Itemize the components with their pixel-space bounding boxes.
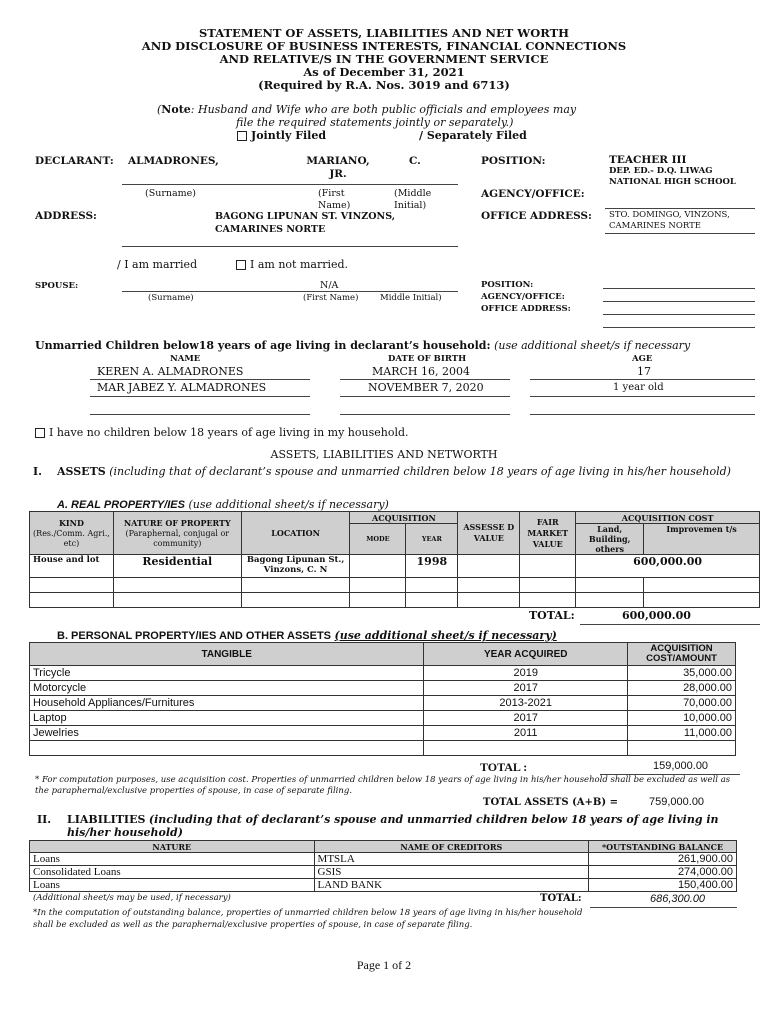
child-age: 1 year old — [613, 382, 664, 393]
balance-cell: 274,000.00 — [589, 866, 737, 879]
balance-cell: 150,400.00 — [589, 879, 737, 892]
personal-footnote: * For computation purposes, use acquisition cost. Properties of unmarried children below 18 years of age living in his/her household shall be excluded as well as the paraphernal/exclusive properties of spouse, in case of separate filing. — [35, 775, 731, 796]
cost-cell: 35,000.00 — [628, 666, 736, 681]
spouse-middle-caption: Middle Initial) — [380, 293, 442, 303]
personal-property-table — [29, 642, 736, 756]
jointly-filed-option: Jointly Filed — [237, 129, 326, 142]
checkbox-icon — [35, 428, 45, 438]
surname-caption: (Surname) — [145, 188, 196, 199]
assessed-cell — [458, 555, 520, 578]
office-address-label: OFFICE ADDRESS: — [481, 210, 592, 222]
middle-caption: (Middle Initial) — [394, 188, 432, 211]
assets-numeral: I. — [33, 465, 42, 478]
table-row — [30, 696, 736, 711]
first-name-caption: (First Name) — [318, 188, 351, 211]
cost-cell: 28,000.00 — [628, 681, 736, 696]
col-balance: *OUTSTANDING BALANCE — [589, 841, 737, 853]
col-child-age: AGE — [632, 354, 653, 364]
child-name: KEREN A. ALMADRONES — [97, 365, 244, 378]
office-address-value: STO. DOMINGO, VINZONS, CAMARINES NORTE — [609, 210, 730, 231]
creditor-cell: MTSLA — [314, 853, 589, 866]
assets-heading: ASSETS (including that of declarant’s spouse and unmarried children below 18 years of age living in his/her household) — [57, 465, 731, 478]
table-row — [30, 555, 760, 578]
declarant-label: DECLARANT: — [35, 155, 114, 167]
liab-footnote: *In the computation of outstanding balance, properties of unmarried children below 18 years of age living in his/her household shall be excluded as well as the paraphernal/exclusive properties of spouse, in case of separate filing. — [33, 908, 583, 930]
form-title-line3: AND RELATIVE/S IN THE GOVERNMENT SERVICE — [219, 52, 549, 66]
total-assets-value: 759,000.00 — [649, 796, 705, 808]
real-total-label: TOTAL: — [529, 609, 575, 622]
land-cell: 600,000.00 — [576, 555, 760, 578]
child-name: MAR JABEZ Y. ALMADRONES — [97, 381, 267, 394]
table-row — [30, 879, 737, 892]
personal-total-value: 159,000.00 — [653, 760, 709, 772]
declarant-surname: ALMADRONES, — [128, 155, 219, 167]
position-value: TEACHER III — [609, 154, 687, 166]
form-title-line2: AND DISCLOSURE OF BUSINESS INTERESTS, FINANCIAL CONNECTIONS — [141, 39, 627, 53]
separately-filed-option: / Separately Filed — [419, 129, 527, 142]
table-row — [30, 866, 737, 879]
personal-property-heading: B. PERSONAL PROPERTY/IES AND OTHER ASSETS (use additional sheet/s if necessary) — [57, 629, 557, 642]
not-married-option: I am not married. — [236, 258, 348, 271]
liabilities-table — [29, 840, 737, 892]
item-cell: Motorcycle — [30, 681, 424, 696]
year-cell: 2011 — [424, 726, 628, 741]
location-cell: Bagong Lipunan St., Vinzons, C. N — [241, 555, 350, 578]
required-by: (Required by R.A. Nos. 3019 and 6713) — [258, 78, 510, 92]
address-value: BAGONG LIPUNAN ST. VINZONS, CAMARINES NORTE — [215, 211, 396, 235]
total-assets-label: TOTAL ASSETS (A+B) = — [483, 797, 618, 808]
fair-cell — [520, 555, 576, 578]
cost-cell: 10,000.00 — [628, 711, 736, 726]
cost-cell: 11,000.00 — [628, 726, 736, 741]
col-nature: NATURE OF PROPERTY (Paraphernal, conjugal or community) — [113, 512, 241, 555]
alnw-title: ASSETS, LIABILITIES AND NETWORTH — [270, 448, 498, 461]
nature-cell: Consolidated Loans — [30, 866, 315, 879]
col-tangible: TANGIBLE — [30, 643, 424, 666]
spouse-agency-label: AGENCY/OFFICE: — [481, 292, 565, 302]
col-acq-cost: ACQUISITION COST — [576, 512, 760, 524]
child-age: 17 — [637, 365, 651, 378]
col-mode: MODE — [350, 524, 406, 555]
year-cell: 2017 — [424, 681, 628, 696]
agency-value: DEP. ED.- D.Q. LIWAG NATIONAL HIGH SCHOOL — [609, 166, 736, 187]
as-of-date: As of December 31, 2021 — [303, 65, 465, 79]
item-cell: Jewelries — [30, 726, 424, 741]
filing-note: (Note: Husband and Wife who are both public officials and employees may — [157, 103, 577, 116]
spouse-position-label: POSITION: — [481, 280, 534, 290]
item-cell: Household Appliances/Furnitures — [30, 696, 424, 711]
col-location: LOCATION — [241, 512, 350, 555]
col-liab-nature: NATURE — [30, 841, 315, 853]
col-year-acquired: YEAR ACQUIRED — [424, 643, 628, 666]
spouse-label: SPOUSE: — [35, 281, 79, 291]
form-title-line1: STATEMENT OF ASSETS, LIABILITIES AND NET WORTH — [198, 26, 570, 40]
table-row — [30, 711, 736, 726]
col-acquisition: ACQUISITION — [350, 512, 458, 524]
liab-total-label: TOTAL: — [540, 893, 582, 904]
spouse-office-label: OFFICE ADDRESS: — [481, 304, 571, 314]
spouse-surname-caption: (Surname) — [148, 293, 194, 303]
year-cell: 2019 — [424, 666, 628, 681]
agency-label: AGENCY/OFFICE: — [481, 188, 585, 200]
page-number: Page 1 of 2 — [356, 958, 412, 972]
creditor-cell: LAND BANK — [314, 879, 589, 892]
cost-cell: 70,000.00 — [628, 696, 736, 711]
position-label: POSITION: — [481, 155, 546, 167]
liab-total-value: 686,300.00 — [650, 893, 706, 905]
checkbox-icon — [236, 260, 246, 270]
nature-cell: Loans — [30, 879, 315, 892]
filing-note-2: file the required statements jointly or separately.) — [236, 116, 514, 129]
no-children-option: I have no children below 18 years of age living in my household. — [35, 426, 409, 439]
child-dob: MARCH 16, 2004 — [372, 365, 470, 378]
declarant-middle: C. — [409, 155, 421, 167]
nature-cell: Residential — [113, 555, 241, 578]
col-year: YEAR — [406, 524, 458, 555]
spouse-value: N/A — [320, 280, 339, 291]
year-cell: 2013-2021 — [424, 696, 628, 711]
nature-cell: Loans — [30, 853, 315, 866]
item-cell: Tricycle — [30, 666, 424, 681]
col-creditor: NAME OF CREDITORS — [314, 841, 589, 853]
liabilities-heading: LIABILITIES (including that of declarant’s spouse and unmarried children below 18 years of age living in his/her household) — [67, 813, 719, 839]
table-row — [30, 853, 737, 866]
col-child-dob: DATE OF BIRTH — [388, 354, 467, 364]
col-acq-amount: ACQUISITION COST/AMOUNT — [628, 643, 736, 666]
liab-additional-note: (Additional sheet/s may be used, if necessary) — [33, 893, 231, 903]
col-improvements: Improvemen t/s — [644, 524, 760, 555]
col-kind: KIND (Res./Comm. Agri., etc) — [30, 512, 114, 555]
children-heading: Unmarried Children below18 years of age living in declarant’s household: (use additional sheet/s if necessary — [35, 339, 691, 352]
declarant-first-name: MARIANO, JR. — [306, 155, 370, 180]
col-land: Land, Building, others — [576, 524, 644, 555]
kind-cell: House and lot — [30, 555, 114, 578]
col-assessed: ASSESSE D VALUE — [458, 512, 520, 555]
table-row — [30, 681, 736, 696]
balance-cell: 261,900.00 — [589, 853, 737, 866]
table-row — [30, 666, 736, 681]
married-option: / I am married — [117, 258, 198, 271]
spouse-first-caption: (First Name) — [303, 293, 359, 303]
real-total-value: 600,000.00 — [622, 609, 691, 622]
personal-total-label: TOTAL : — [480, 760, 528, 774]
liabilities-numeral: II. — [37, 813, 52, 826]
mode-cell — [350, 555, 406, 578]
creditor-cell: GSIS — [314, 866, 589, 879]
address-label: ADDRESS: — [35, 210, 97, 222]
col-child-name: NAME — [170, 354, 201, 364]
year-cell: 1998 — [406, 555, 458, 578]
real-property-table — [29, 511, 760, 608]
item-cell: Laptop — [30, 711, 424, 726]
child-dob: NOVEMBER 7, 2020 — [368, 381, 484, 394]
real-property-heading: A. REAL PROPERTY/IES (use additional sheet/s if necessary) — [57, 498, 389, 511]
checkbox-icon — [237, 131, 247, 141]
year-cell: 2017 — [424, 711, 628, 726]
col-fair-market: FAIR MARKET VALUE — [520, 512, 576, 555]
table-row — [30, 726, 736, 741]
